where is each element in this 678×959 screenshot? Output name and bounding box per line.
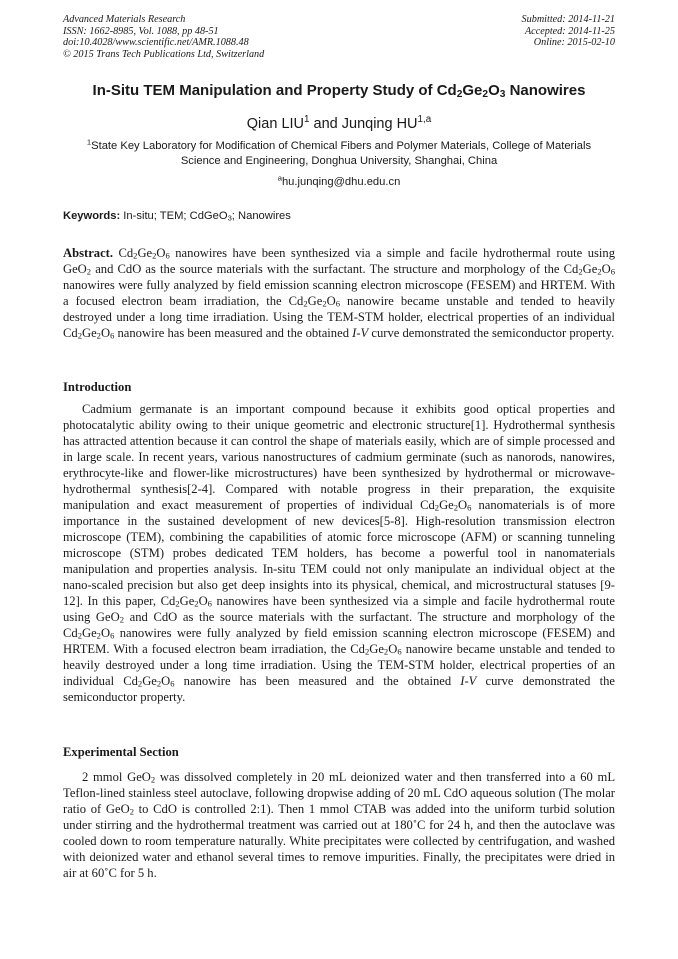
keywords-label: Keywords: <box>63 210 121 222</box>
journal-header <box>63 14 264 60</box>
dates-header <box>522 14 615 49</box>
online-date: Online: 2015-02-10 <box>533 37 615 49</box>
journal-name: Advanced Materials Research <box>63 14 186 25</box>
affiliation: $^1$State Key Laboratory for Modification of Chemical Fibers and Polymer Materials, College of Materials Science and Engineering, Donghua University, Shanghai, China <box>86 137 592 167</box>
email-address: $^a$hu.junqing@dhu.edu.cn <box>277 173 401 188</box>
doi-line: doi:10.4028/www.scientific.net/AMR.1088.48 <box>63 37 249 49</box>
introduction-heading: Introduction <box>63 380 132 394</box>
experimental-paragraph: 2 mmol GeO$_2$ was dissolved completely in 20 mL deionized water and then transferred into a 60 mL Teflon-lined stainless steel autoclave, following dropwise adding of 20 mL CdO aqueous solution (The molar ratio of GeO$_2$ to CdO is controlled 2:1). Then 1 mmol CTAB was added into the uniform turbid solution under stirring and the hydrothermal treatment was carried out at 180˚C for 24 h, and then the autoclave was cooled down to room temperature naturally. White precipitates were collected by centrifugation, and washed with deionized water and ethanol several times to remove impurities. Finally, the precipitates were dried in air at 60˚C for 5 h. <box>63 770 616 880</box>
abstract: Abstract. $Cd_2Ge_2O_6$ nanowires have been synthesized via a simple and facile hydrothermal route using GeO$_2$ and CdO as the source materials with the surfactant. The structure and morphology of the $Cd_2Ge_2O_6$ nanowires were fully analyzed by field emission scanning electron microscope (FESEM) and HRTEM. With a focused electron beam irradiation, the $Cd_2Ge_2O_6$ nanowire became unstable and tended to heavily destroyed under a long time irradiation. Using the TEM-STM holder, electrical properties of an individual $Cd_2Ge_2O_6$ nanowire has been measured and the obtained I-V curve demonstrated the semiconductor property. <box>63 246 615 341</box>
introduction-paragraph: Cadmium germanate is an important compound because it exhibits good optical properties and photocatalytic ability owing to their unique geometric and electronic structure[1]. Hydrothermal synthesis has attracted attention because it can control the shape of materials easily, which are of simple processed and in large scale. In recent years, various nanostructures of cadmium germinate (such as nanorods, nanowires, erythrocyte-like and flower-like microstructures) have been synthesized by hydrothermal or microwave-hydrothermal synthesis[2-4]. Compared with notable progress in their preparation, the exquisite manipulation and exact measurement of properties of individual $Cd_2Ge_2O_6$ nanomaterials is of more importance in the sustained development of new devices[5-8]. High-resolution transmission electron microscope (TEM), combining the capabilities of atomic force microscope (AFM) or scanning tunneling microscope (STM) probes dedicated TEM holders, has become a powerful tool in nanomaterials manipulation and properties analysis. In-situ TEM could not only manipulate an individual object at the nano-scaled precision but also get deep insights into its physical, chemical, and microstructural statuses [9-12]. In this paper, $Cd_2Ge_2O_6$ nanowires have been synthesized via a simple and facile hydrothermal route using GeO$_2$ and CdO as the source materials with the surfactant. The structure and morphology of the $Cd_2Ge_2O_6$ nanowires were fully analyzed by field emission scanning electron microscope (FESEM) and HRTEM. With a focused electron beam irradiation, the $Cd_2Ge_2O_6$ nanowire became unstable and tended to heavily destroyed under a long time irradiation. Using the TEM-STM holder, electrical properties of an individual $Cd_2Ge_2O_6$ nanowire has been measured and the obtained I-V curve demonstrated the semiconductor property. <box>63 402 616 704</box>
paper-title: In-Situ TEM Manipulation and Property Study of $Cd_2Ge_2O_3$ Nanowires <box>92 82 586 101</box>
copyright-line: © 2015 Trans Tech Publications Ltd, Switzerland <box>63 48 265 60</box>
submitted-date: Submitted: 2014-11-21 <box>521 14 615 25</box>
experimental-heading: Experimental Section <box>63 745 179 759</box>
author-list: Qian LIU$^1$ and Junqing HU$^{1,a}$ <box>246 114 432 132</box>
accepted-date: Accepted: 2014-11-25 <box>524 25 615 37</box>
issn-line: ISSN: 1662-8985, Vol. 1088, pp 48-51 <box>63 25 219 37</box>
abstract-label: Abstract. <box>63 246 114 260</box>
keywords: Keywords: In-situ; TEM; CdGeO$_3$; Nanowires <box>63 210 291 223</box>
